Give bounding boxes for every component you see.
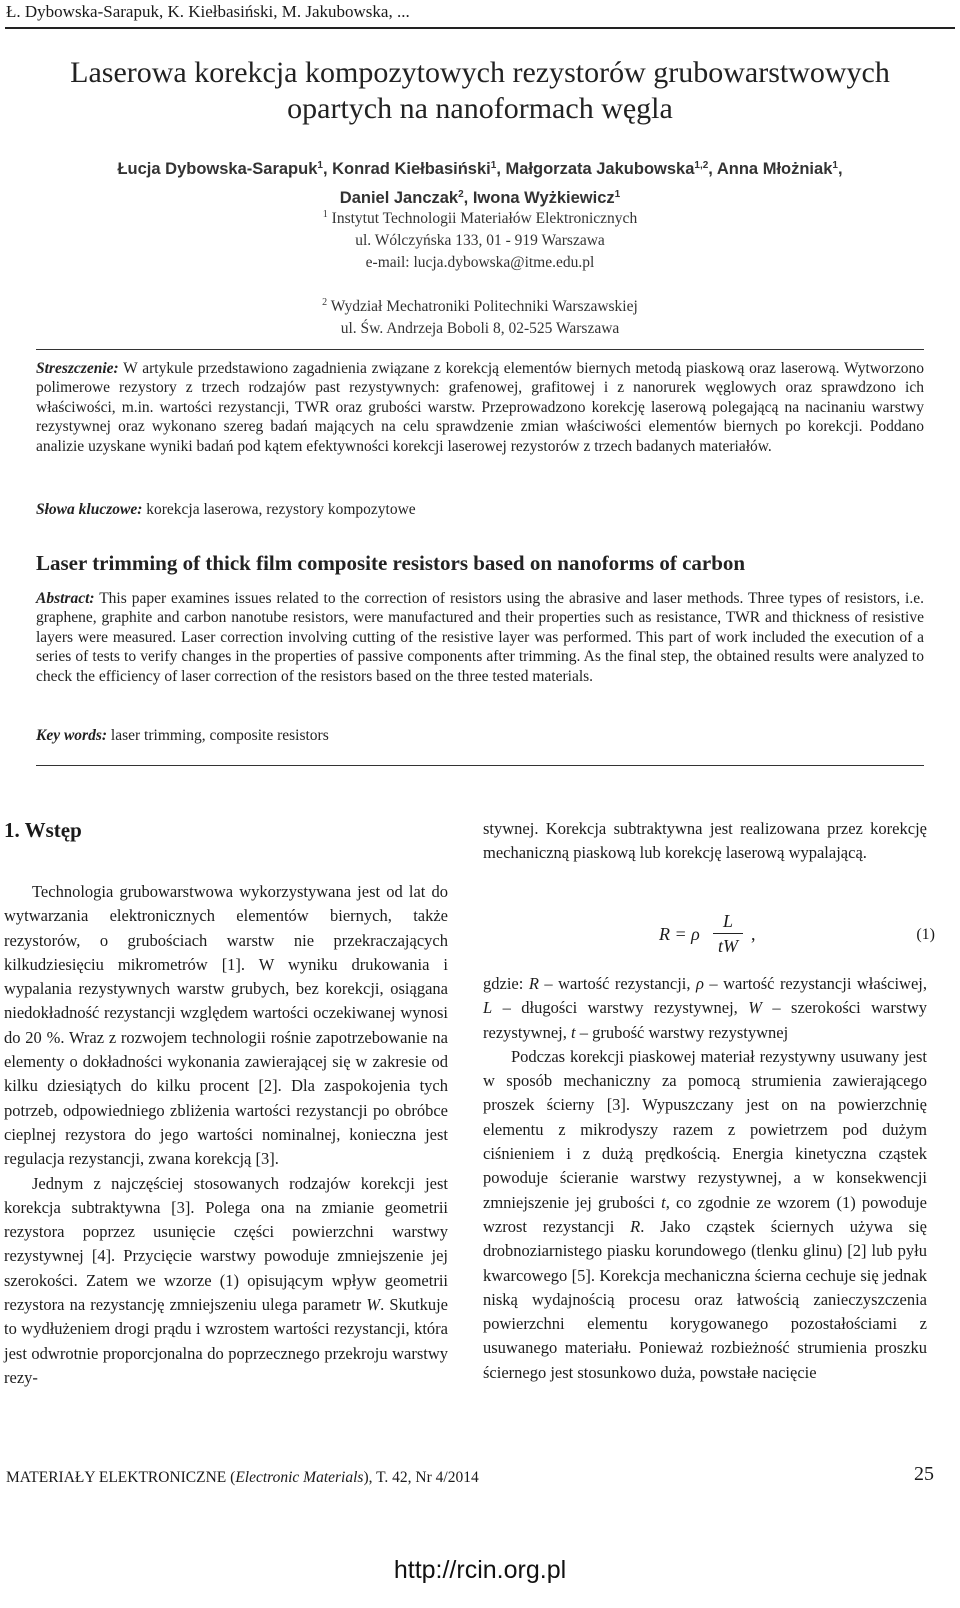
paper-title-english: Laser trimming of thick film composite resistors based on nanoforms of carbon — [36, 551, 746, 575]
abstract-label: Abstract: — [36, 590, 95, 607]
paragraph-text: Jednym z najczęściej stosowanych rodzajów korekcji jest korekcja subtraktywna [3]. Polega ona na zmianie geometrii rezystora poprzez usunięcie części powierzchni warstwy rezystywnej [4]. Przycięcie warstwy powoduje zmniejszenie jej szerokości. Zatem we wzorze (1) opisującym wpływ geometrii rezystora na rezystancję zmniejszeniu ulega parametr — [4, 1173, 448, 1315]
author-separator: , — [496, 160, 506, 178]
variable-t: t — [570, 1022, 576, 1042]
abstract-english — [36, 589, 924, 686]
keywords-text: laser trimming, composite resistors — [110, 727, 329, 744]
equation-1 — [483, 908, 935, 964]
author-list — [0, 153, 960, 211]
author-name: Iwona Wyżkiewicz — [472, 189, 615, 207]
abstract-bottom-rule — [36, 765, 924, 766]
author-separator: , — [708, 160, 717, 178]
affiliation-email[interactable]: e-mail: lucja.dybowska@itme.edu.pl — [365, 254, 595, 271]
equation-number: (1) — [916, 926, 935, 943]
author-name: Daniel Janczak — [339, 189, 459, 207]
abstract-text: This paper examines issues related to the correction of resistors using the abrasive and laser methods. Three types of resistors, i.e. graphene, graphite and carbon nanotube resistors, were manufactured and their properties such as resistance, TWR and thickness of resistive layers were measured. Laser correction involving cutting of the resistive layer was performed. This part of work included the execution of a series of tests to verify changes in the properties of passive components after trimming. As the final step, the obtained results were analyzed to check the efficiency of laser correction of the resistors based on the three tested materials. — [36, 590, 924, 685]
author-name: Łucja Dybowska-Sarapuk — [117, 160, 318, 178]
paragraph-text: Podczas korekcji piaskowej materiał rezystywny usuwany jest w sposób mechaniczny za pomocą strumienia zawierającego proszek ścierny [3]. Wypuszczany jest on na powierzchnię elementu z mikrodyszy razem z powietrzem pod dużym ciśnieniem i z dużą prędkością. Energia kinetyczna cząstek powoduje ścieranie warstwy rezystywnej, a w konsekwencji zmniejszenie jej grubości — [483, 1046, 927, 1212]
equation-fraction — [713, 910, 743, 957]
text: – wartość rezystancji właściwej, — [703, 974, 927, 993]
affiliation-mark: 1 — [322, 209, 328, 220]
author-affiliation-mark: 1,2 — [694, 160, 709, 171]
variable-L: L — [483, 998, 493, 1018]
right-column-continued — [483, 972, 927, 1385]
equation-lhs: R = ρ — [659, 924, 700, 944]
source-watermark[interactable]: http://rcin.org.pl — [393, 1556, 567, 1584]
affiliation-name: Instytut Technologii Materiałów Elektronicznych — [331, 210, 638, 227]
journal-name-english: Electronic Materials — [235, 1469, 364, 1486]
title-line-1: Laserowa korekcja kompozytowych rezystorów grubowarstwowych — [70, 56, 890, 89]
affiliation-1 — [0, 204, 960, 274]
right-column — [483, 817, 927, 866]
paper-title-polish — [0, 55, 960, 127]
author-name: Konrad Kiełbasiński — [332, 160, 491, 178]
journal-issue: ), T. 42, Nr 4/2014 — [363, 1469, 479, 1486]
header-rule — [5, 27, 955, 29]
running-head: Ł. Dybowska-Sarapuk, K. Kiełbasiński, M. Jakubowska, ... — [6, 2, 410, 21]
affiliation-name: Wydział Mechatroniki Politechniki Warszawskiej — [330, 298, 638, 315]
fraction-bar — [713, 933, 743, 934]
author-separator: , — [322, 160, 333, 178]
equation-numerator: L — [722, 911, 733, 931]
abstract-label: Streszczenie: — [36, 360, 119, 377]
variable-rho: ρ — [696, 974, 704, 993]
affiliation-2 — [0, 292, 960, 340]
left-column — [4, 880, 448, 1390]
affiliation-address: ul. Wólczyńska 133, 01 - 919 Warszawa — [355, 232, 605, 249]
keywords-label: Słowa kluczowe: — [36, 501, 143, 518]
abstract-top-rule — [36, 349, 924, 350]
paragraph-text: , co zgodnie ze wzorem (1) powoduje wzrost rezystancji — [483, 1192, 927, 1236]
keywords-polish — [36, 500, 924, 519]
paragraph: Technologia grubowarstwowa wykorzystywana jest od lat do wytwarzania elektronicznych elementów biernych, także rezystorów, o grubościach warstw nie przekraczających kilkudziesięciu mikrometrów [1]. W wyniku drukowania i wypalania rezystywnych warstw grubych, bez korekcji, osiągana niedokładność rezystancji względem wartości oczekiwanej wynosi do 20 %. Wraz z rozwojem technologii rośnie zapotrzebowanie na elementy o dokładności wykonania zawierającej się w zakresie od kilku dziesiątych do kilku procent [2]. Dla zaspokojenia tych potrzeb, odpowiedniego zbliżenia wartości rezystancji po obróbce cieplnej rezystora do jego wartości nominalnej, konieczna jest regulacja rezystancji, zwana korekcją [3]. — [4, 882, 448, 1169]
keywords-english — [36, 726, 924, 745]
author-separator: , — [837, 160, 843, 178]
author-affiliation-mark: 1 — [614, 189, 621, 200]
paragraph — [4, 1172, 448, 1391]
text: – wartość rezystancji, — [538, 974, 696, 993]
variable-W: W — [366, 1295, 381, 1315]
author-name: Anna Młożniak — [716, 160, 833, 178]
paragraph-text: . Skutkuje to wydłużeniem drogi prądu i wzrostem wartości rezystancji, która jest odwrotnie proporcjonalna do poprzecznego przekroju warstwy rezy- — [4, 1295, 449, 1387]
title-line-2: opartych na nanoformach węgla — [287, 92, 673, 125]
text: – długości warstwy rezystywnej, — [492, 998, 749, 1018]
author-affiliation-mark: 1 — [832, 160, 838, 171]
text: gdzie: — [483, 974, 529, 993]
paragraph — [483, 1045, 927, 1385]
author-name: Małgorzata Jakubowska — [505, 160, 695, 178]
author-affiliation-mark: 1 — [490, 160, 497, 171]
keywords-label: Key words: — [36, 727, 108, 744]
abstract-text: W artykule przedstawiono zagadnienia związane z korekcją elementów biernych metodą piaskową oraz laserową. Wytworzono polimerowe rezystory z trzech rodzajów past rezystywnych: grafenowej, grafitowej i z nanorurek węglowych oraz sprawdzono ich właściwości, m.in. wartości rezystancji, TWR oraz grubości warstw. Przeprowadzono korekcję laserową polegającą na nacinaniu warstwy rezystywnej oraz wykonano szereg badań mających na celu sprawdzenie zmian właściwości elementów biernych po korekcji. Poddano analizie uzyskane wyniki badań pod kątem efektywności korekcji laserowej rezystorów z trzech badanych materiałów. — [36, 360, 924, 455]
variable-W: W — [748, 998, 762, 1018]
paragraph: stywnej. Korekcja subtraktywna jest realizowana przez korekcję mechaniczną piaskową lub korekcję laserową wypalającą. — [483, 819, 927, 863]
text: – grubość warstwy rezystywnej — [575, 1022, 789, 1042]
abstract-polish — [36, 359, 924, 456]
section-heading: 1. Wstęp — [4, 818, 82, 842]
text: – szerokości warstwy rezystywnej, — [483, 998, 928, 1042]
affiliation-address: ul. Św. Andrzeja Boboli 8, 02-525 Warszawa — [340, 320, 620, 337]
journal-footer — [6, 1469, 479, 1487]
equation-comma: , — [751, 924, 756, 944]
author-separator: , — [463, 189, 473, 207]
journal-name: MATERIAŁY ELEKTRONICZNE ( — [6, 1469, 236, 1486]
author-line-1 — [0, 153, 960, 182]
paragraph-text: . Jako cząstek ściernych używa się drobnoziarnistego piasku korundowego (tlenku glinu) [2] lub pyłu kwarcowego [5]. Korekcja mechaniczna ścierna cechuje się jednak niską wydajnością procesu oraz łatwością zanieczyszczenia powierzchni elementu korygowanego pozostałościami z usuwanego materiału. Ponieważ rozbieżność strumienia proszku ściernego jest stosunkowo duża, powstałe nacięcie — [483, 1216, 928, 1382]
variable-t: t — [661, 1192, 666, 1212]
variable-R: R — [630, 1216, 641, 1236]
variable-definitions — [483, 972, 927, 1045]
page-number: 25 — [914, 1463, 934, 1485]
affiliation-mark: 2 — [322, 297, 328, 308]
keywords-text: korekcja laserowa, rezystory kompozytowe — [146, 501, 416, 518]
variable-R: R — [528, 974, 539, 993]
author-affiliation-mark: 2 — [458, 189, 464, 200]
author-affiliation-mark: 1 — [317, 160, 323, 171]
equation-denominator: tW — [718, 936, 738, 956]
